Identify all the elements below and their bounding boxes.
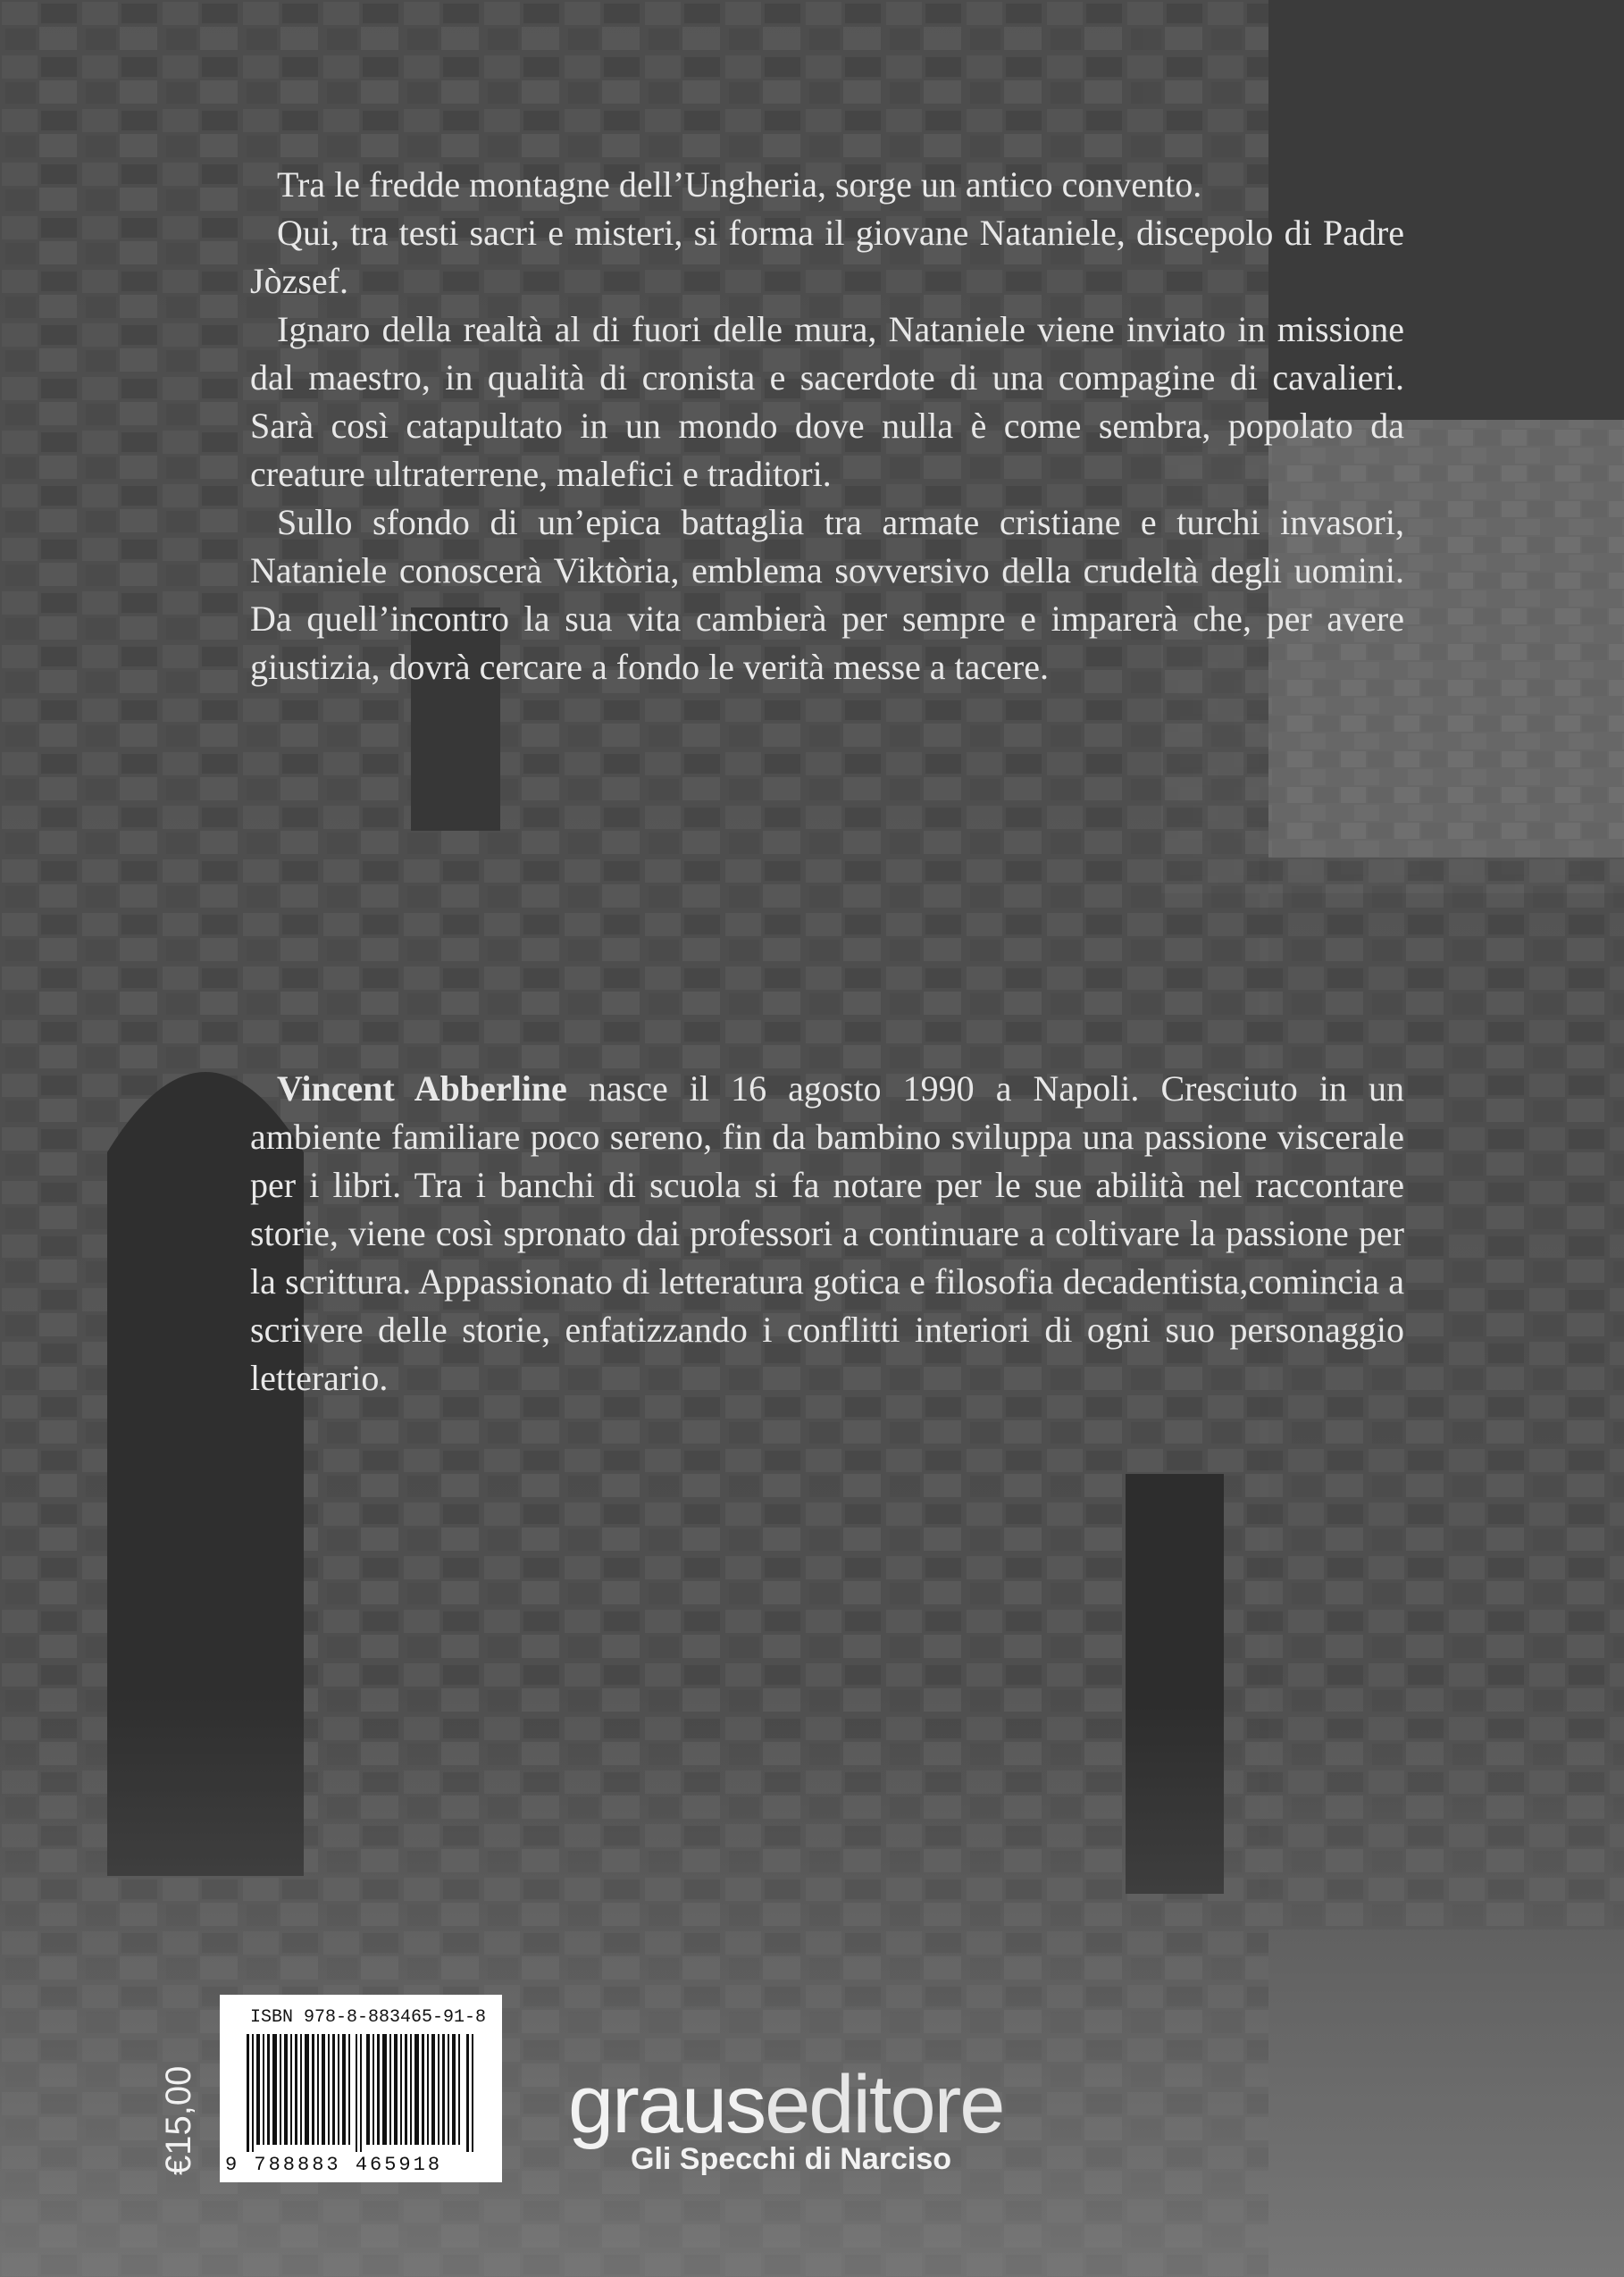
synopsis-paragraph: Tra le fredde montagne dell’Ungheria, sorge un antico convento.: [277, 164, 1202, 205]
publisher-logo: [568, 2059, 1004, 2177]
isbn-barcode: [220, 1995, 502, 2182]
author-name: Vincent Abberline: [277, 1068, 567, 1109]
barcode-bars: [247, 2034, 475, 2152]
synopsis-paragraph: Sullo sfondo di un’epica battaglia tra armate cristiane e turchi invasori, Nataniele conoscerà Viktòria, emblema sovversivo della crudeltà degli uomini. Da quell’incontro la sua vita cambierà per sempre e imparerà che, per avere giustizia, dovrà cercare a fondo le verità messe a tacere.: [250, 502, 1404, 687]
publisher-name-part2: editore: [765, 2059, 1004, 2150]
synopsis-text: [250, 161, 1404, 691]
author-bio: [250, 1065, 1404, 1402]
publisher-name-part1: graus: [568, 2059, 766, 2150]
synopsis-paragraph: Ignaro della realtà al di fuori delle mura, Nataniele viene inviato in missione dal maestro, in qualità di cronista e sacerdote di una compagine di cavalieri. Sarà così catapultato in un mondo dove nulla è come sembra, popolato da creature ultraterrene, malefici e traditori.: [250, 309, 1404, 494]
price-label: €15,00: [159, 2065, 198, 2175]
isbn-label: ISBN 978-8-883465-91-8: [250, 2007, 487, 2028]
series-name: Gli Specchi di Narciso: [631, 2142, 952, 2176]
publisher-name: [568, 2059, 1004, 2150]
author-bio-paragraph: [250, 1065, 1404, 1402]
author-bio-text: nasce il 16 agosto 1990 a Napoli. Cresciuto in un ambiente familiare poco sereno, fin da bambino sviluppa una passione viscerale per i libri. Tra i banchi di scuola si fa notare per le sue abilità nel raccontare storie, viene così spronato dai professori a continuare a coltivare la passione per la scrittura. Appassionato di letteratura gotica e filosofia decadentista,comincia a scrivere delle storie, enfatizzando i conflitti interiori di ogni suo personaggio letterario.: [250, 1068, 1404, 1398]
barcode-digits: 9 788883 465918: [225, 2154, 443, 2176]
synopsis-paragraph: Qui, tra testi sacri e misteri, si forma il giovane Nataniele, discepolo di Padre Jòzsef.: [250, 213, 1404, 301]
